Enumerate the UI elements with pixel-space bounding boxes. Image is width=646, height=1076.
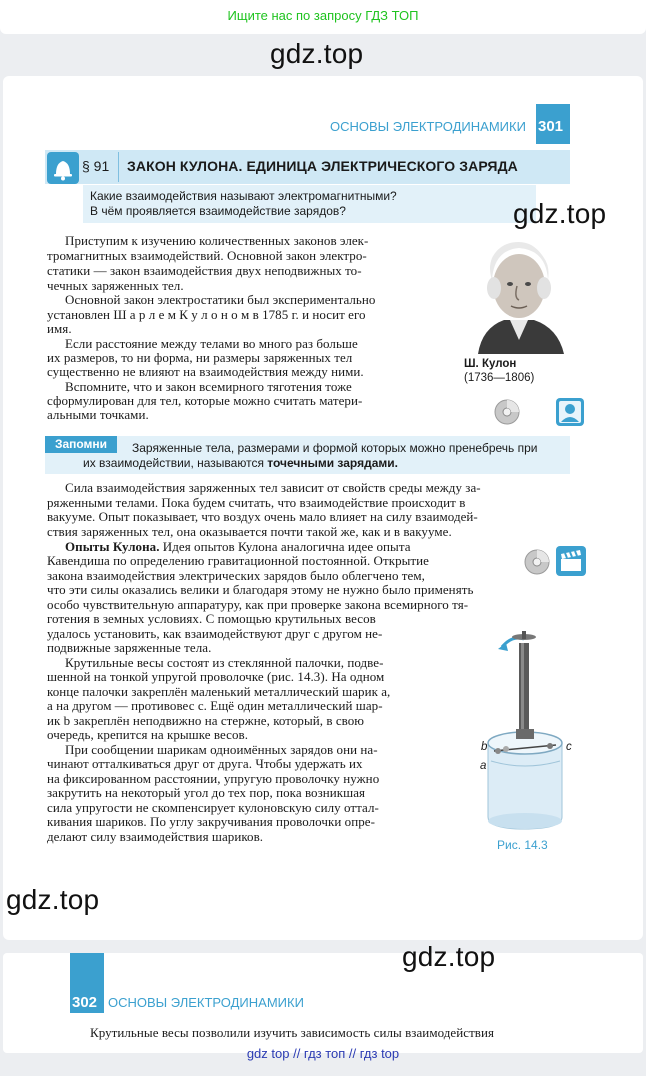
running-head: ОСНОВЫ ЭЛЕКТРОДИНАМИКИ (108, 995, 304, 1010)
experiments-line: закона взаимодействия электрических зарядов было облегчено тем, (47, 568, 425, 583)
disc-icon[interactable] (523, 548, 551, 576)
figure-label-b: b (481, 741, 488, 753)
paragraph-number: § 91 (82, 158, 110, 174)
running-head: ОСНОВЫ ЭЛЕКТРОДИНАМИКИ (330, 119, 526, 134)
experiments-line: готения в земных условиях. С помощью крутильных весов (47, 611, 376, 626)
top-banner (0, 0, 646, 34)
remember-tag: Запомни (45, 436, 117, 453)
experiments-line: особо чувствительную аппаратуру, как при проверке закона всемирного тя- (47, 597, 469, 612)
experiments-text: Идея опытов Кулона аналогична идее опыта (159, 539, 411, 554)
page2-first-line: Крутильные весы позволили изучить зависимость силы взаимодействия (90, 1025, 495, 1040)
experiments-line: При сообщении шарикам одноимённых зарядов они на- (65, 742, 378, 757)
coulomb-portrait (464, 228, 574, 354)
experiments-line: конце палочки закреплён маленький металлический шарик а, (47, 684, 391, 699)
page-number: 301 (538, 118, 564, 135)
main-line: ствия заряженных тел, она оказывается почти такой же, как и в вакууме. (47, 524, 452, 539)
top-banner-text: Ищите нас по запросу ГДЗ ТОП (227, 8, 419, 23)
intro-line: существенно не влияют на взаимодействия между ними. (47, 364, 364, 379)
intro-line: имя. (47, 321, 72, 336)
person-icon[interactable] (555, 397, 585, 427)
question-2: В чём проявляется взаимодействие зарядов? (90, 204, 346, 218)
experiments-line: очередь, крепится на крышке весов. (47, 727, 249, 742)
experiments-line: ик b закреплён неподвижно на стержне, который, в свою (47, 713, 365, 728)
experiments-line: кивания шариков. По углу закручивания проволочки опре- (47, 814, 375, 829)
intro-line: чечных заряженных тел. (47, 278, 184, 293)
figure-label-a: a (480, 760, 487, 772)
figure-label-c: c (566, 741, 572, 753)
experiments-line: а на другом — противовес с. Ещё один металлический шар- (47, 698, 383, 713)
remember-line-2 (83, 456, 398, 471)
intro-line: установлен Ш а р л е м К у л о н о м в 1785 г. и носит его (47, 307, 366, 322)
intro-line: сформулирован для тел, которые можно считать матери- (47, 393, 363, 408)
experiments-line: Крутильные весы состоят из стеклянной палочки, подве- (65, 655, 384, 670)
watermark: gdz.top (513, 198, 607, 229)
experiments-line: делают силу взаимодействия шариков. (47, 829, 264, 844)
experiments-line: что эти силы оказались велики и благодаря этому не нужно было применять (47, 582, 474, 597)
intro-line: тромагнитных взаимодействий. Основной закон электро- (47, 248, 367, 263)
intro-line: Основной закон электростатики был экспериментально (65, 292, 376, 307)
watermark: gdz.top (402, 941, 496, 972)
page-number: 302 (72, 994, 98, 1011)
intro-line: альными точками. (47, 407, 149, 422)
remember-line-1: Заряженные тела, размерами и формой которых можно пренебречь при (132, 441, 538, 455)
portrait-name: Ш. Кулон (464, 358, 517, 370)
experiments-line: закрутить на некоторый угол до тех пор, пока возникшая (47, 785, 366, 800)
intro-line: Если расстояние между телами во много раз больше (65, 336, 358, 351)
main-line: вакууме. Опыт показывает, что воздух очень мало влияет на силу взаимодей- (47, 509, 478, 524)
torsion-balance-figure (476, 625, 586, 835)
experiments-line: на фиксированном расстоянии, упругую проволочку нужно (47, 771, 380, 786)
experiments-line: шенной на тонкой упругой проволочке (рис. 14.3). На одном (47, 669, 385, 684)
intro-line: Приступим к изучению количественных законов элек- (65, 233, 369, 248)
remember-term: точечными зарядами. (267, 456, 398, 470)
experiments-line: подвижные заряженные тела. (47, 640, 212, 655)
experiments-line: Кавендиша по определению гравитационной постоянной. Открытие (47, 553, 429, 568)
intro-line: их размеров, то ни форма, ни размеры заряженных тел (47, 350, 353, 365)
question-1: Какие взаимодействия называют электромагнитными? (90, 189, 397, 203)
remember-line-2-text: их взаимодействии, называются (83, 456, 268, 470)
main-line: ряженными телами. Пока будем считать, что взаимодействие происходит в (47, 495, 466, 510)
watermark: gdz.top (270, 38, 364, 69)
video-clapper-icon[interactable] (555, 545, 587, 577)
experiments-line: сила упругости не скомпенсирует кулоновскую силу оттал- (47, 800, 379, 815)
watermark: gdz.top (6, 884, 100, 915)
intro-line: Вспомните, что и закон всемирного тяготения тоже (65, 379, 352, 394)
experiments-line: чинают отталкиваться друг от друга. Чтобы удержать их (47, 756, 363, 771)
bell-icon (47, 152, 79, 184)
main-line: Сила взаимодействия заряженных тел зависит от свойств среды между за- (65, 480, 481, 495)
intro-line: статики — закон взаимодействия двух неподвижных то- (47, 263, 362, 278)
footer-links[interactable]: gdz top // гдз топ // гдз top (246, 1046, 400, 1061)
paragraph-title: ЗАКОН КУЛОНА. ЕДИНИЦА ЭЛЕКТРИЧЕСКОГО ЗАРЯДА (127, 158, 518, 174)
experiments-line (65, 539, 411, 554)
disc-icon[interactable] (493, 398, 521, 426)
portrait-years: (1736—1806) (464, 372, 535, 384)
heading-divider (118, 152, 119, 182)
experiments-heading: Опыты Кулона. (65, 539, 160, 554)
figure-caption: Рис. 14.3 (497, 838, 548, 852)
experiments-line: удалось установить, как взаимодействуют друг с другом не- (47, 626, 383, 641)
